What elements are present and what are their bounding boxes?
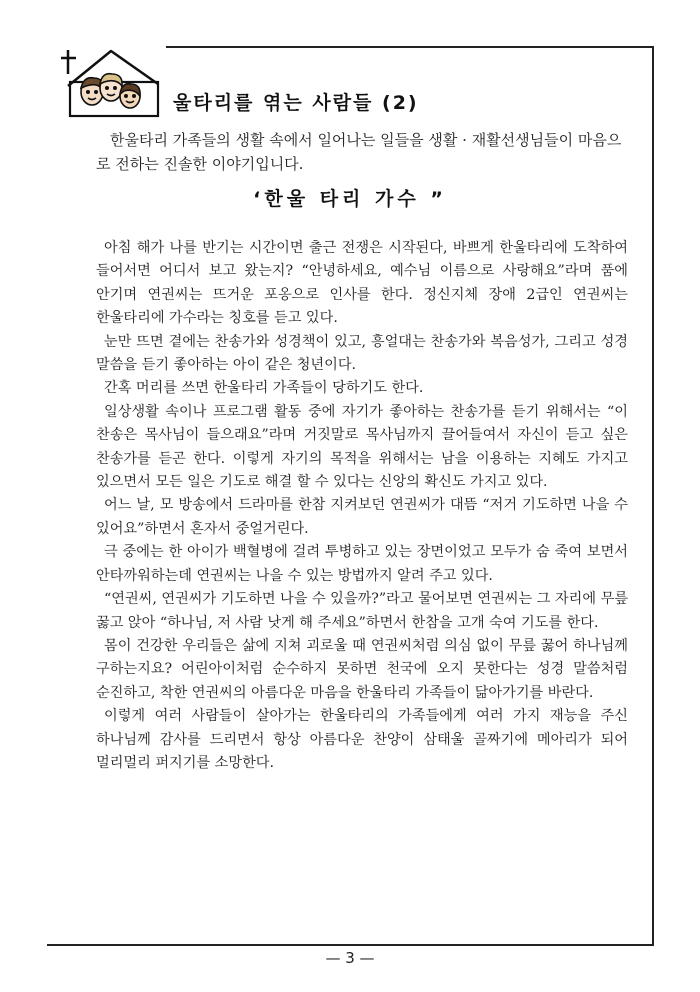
section-title: 울타리를 엮는 사람들 (2)	[173, 92, 419, 114]
paragraph: 아침 해가 나를 반기는 시간이면 출근 전쟁은 시작된다, 바쁘게 한울타리에 도착하여 들어서면 어디서 보고 왔는지? “안녕하세요, 예수님 이름으로 사랑해요”라며 품에 안기며 연권씨는 뜨거운 포옹으로 인사를 한다. 정신지체 장애 2급인 연권씨는 한울타리에 가수라는 칭호를 듣고 있다.	[96, 240, 628, 327]
paragraph: 간혹 머리를 쓰면 한울타리 가족들이 당하기도 한다.	[104, 380, 424, 397]
page-number: — 3 —	[325, 949, 375, 967]
paragraph: 일상생활 속이나 프로그램 활동 중에 자기가 좋아하는 찬송가를 듣기 위해서는 “이 찬송은 목사님이 들으래요”라며 거짓말로 목사님까지 끌어들여서 자신이 듣고 싶은 찬송가를 듣곤 한다. 이렇게 자기의 목적을 위해서는 남을 이용하는 지혜도 가지고 있으면서 모든 일은 기도로 해결 할 수 있다는 신앙의 확신도 가지고 있다.	[96, 403, 628, 491]
paragraph: “연권씨, 연권씨가 기도하면 나을 수 있을까?”라고 물어보면 연권씨는 그 자리에 무릎 꿇고 앉아 “하나님, 저 사람 낫게 해 주세요”하면서 한참을 고개 숙여 기도를 한다.	[96, 591, 628, 631]
article-title: ‘한울 타리 가수 ”	[253, 188, 447, 210]
frame-top-rule	[166, 46, 654, 48]
paragraph: 눈만 뜨면 곁에는 찬송가와 성경책이 있고, 흥얼대는 찬송가와 복음성가, 그리고 성경 말씀을 듣기 좋아하는 아이 같은 청년이다.	[96, 333, 628, 374]
intro-text	[96, 128, 626, 176]
house-with-cross-and-people-icon	[56, 44, 166, 120]
intro-paragraph: 한울타리 가족들의 생활 속에서 일어나는 일들을 생활 · 재활선생님들이 마음으로 전하는 진솔한 이야기입니다.	[96, 131, 622, 173]
frame-bottom-rule	[47, 944, 654, 946]
paragraph: 이렇게 여러 사람들이 살아가는 한울타리의 가족들에게 여러 가지 재능을 주신 하나님께 감사를 드리면서 항상 아름다운 찬양이 삼태울 골짜기에 메아리가 되어 멀리멀리 퍼지기를 소망한다.	[96, 708, 628, 771]
frame-right-rule	[652, 46, 654, 946]
paragraph: 몸이 건강한 우리들은 삶에 지쳐 괴로울 때 연권씨처럼 의심 없이 무릎 꿇어 하나님께 구하는지요? 어린아이처럼 순수하지 못하면 천국에 오지 못한다는 성경 말씀처럼 순진하고, 착한 연권씨의 아름다운 마음을 한울타리 가족들이 닮아가기를 바란다.	[96, 637, 628, 701]
article-body	[96, 237, 628, 775]
paragraph: 극 중에는 한 아이가 백혈병에 걸려 투병하고 있는 장면이었고 모두가 숨 죽여 보면서 안타까워하는데 연권씨는 나을 수 있는 방법까지 알려 주고 있다.	[96, 544, 628, 584]
paragraph: 어느 날, 모 방송에서 드라마를 한참 지켜보던 연권씨가 대뜸 “저거 기도하면 나을 수 있어요”하면서 혼자서 중얼거린다.	[96, 497, 628, 537]
